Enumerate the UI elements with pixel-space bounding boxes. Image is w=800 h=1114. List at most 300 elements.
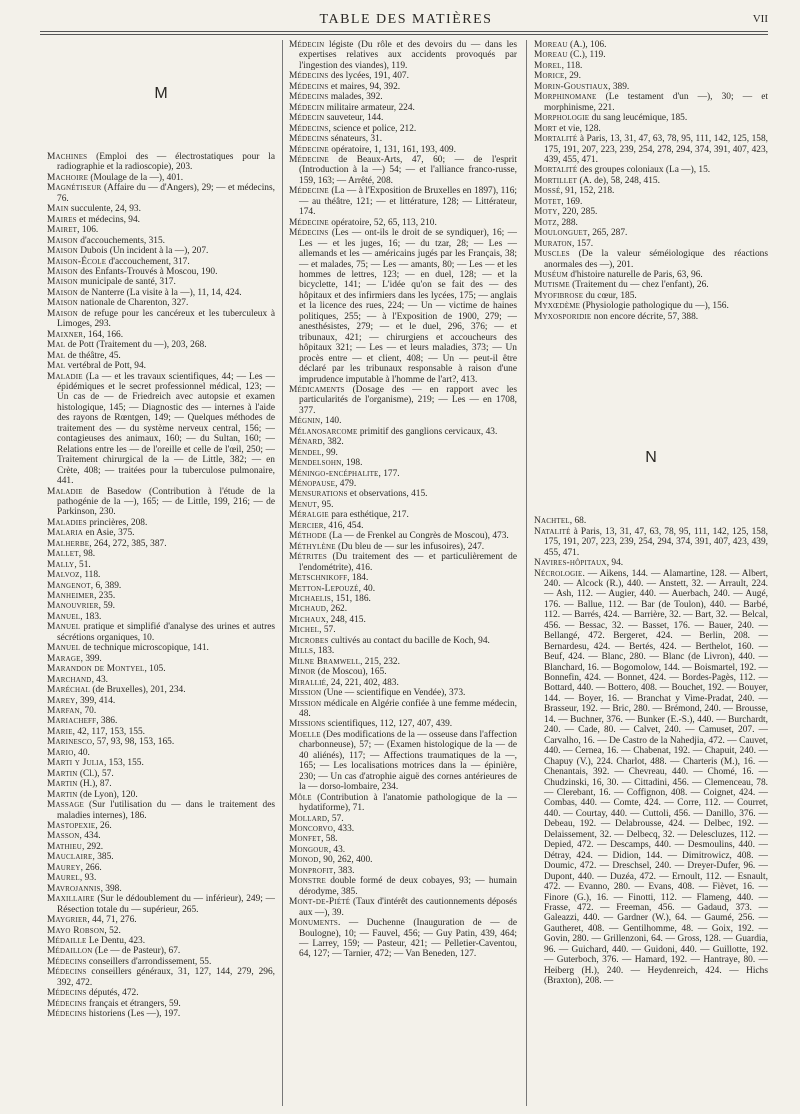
entry-references: et observations, 415. [347, 489, 428, 500]
entry-headword: Maison-École [47, 256, 107, 267]
entry-headword: Manouvrier [47, 601, 99, 612]
index-entry [289, 573, 517, 583]
index-entry [47, 215, 275, 225]
entry-headword: Mont-de-Piété [289, 897, 351, 908]
entry-headword: Médecins [289, 81, 329, 92]
index-entry [289, 155, 517, 186]
index-entry [47, 999, 275, 1009]
entry-headword: Mortillet [534, 175, 578, 186]
index-entry [47, 915, 275, 925]
index-entry [47, 288, 275, 298]
entry-headword: Mauclaire [47, 852, 93, 863]
entry-references: des Enfants-Trouvés à Moscou, 190. [77, 266, 218, 277]
entry-references: , 29. [564, 71, 581, 82]
index-entry [47, 685, 275, 695]
index-entry [289, 552, 517, 573]
index-entry [289, 186, 517, 217]
index-entry [47, 716, 275, 726]
index-entry [47, 340, 275, 350]
index-entry [534, 134, 768, 165]
index-entry [289, 92, 517, 102]
index-entry [47, 152, 275, 173]
entry-references: , 382. [322, 437, 344, 448]
index-entry [289, 448, 517, 458]
entry-references: , 43. [328, 844, 346, 855]
index-entry [47, 1009, 275, 1019]
index-entry [47, 936, 275, 946]
entry-references: , 40. [358, 583, 376, 594]
index-column-2 [289, 40, 517, 1108]
entry-references: du cœur, 185. [583, 290, 637, 301]
entry-references: et médecins, 94. [76, 214, 141, 225]
entry-references: , 68. [569, 516, 587, 527]
entry-headword: Môle [289, 792, 312, 803]
index-entry [47, 957, 275, 967]
entry-references: , 59. [98, 601, 115, 612]
index-entry [289, 699, 517, 720]
entry-references: , 57. [319, 625, 336, 636]
entry-references: , 24, 221, 402, 483. [326, 677, 399, 688]
index-entry [289, 134, 517, 144]
index-entry [289, 71, 517, 81]
index-entry [289, 625, 517, 635]
entry-headword: Métrites [289, 552, 327, 563]
entry-headword: Machines [47, 152, 88, 162]
index-entry [47, 706, 275, 716]
entry-headword: Manheimer [47, 591, 95, 602]
index-entry [289, 500, 517, 510]
entry-references: princières, 208. [86, 517, 148, 528]
entry-references: (Du traitement des — et particulièrement de l'endométrite), 416. [299, 552, 517, 573]
entry-references: , 151, 186. [331, 594, 371, 605]
index-entry [534, 50, 768, 60]
index-entry [47, 831, 275, 841]
entry-references: (Taux d'intérêt des cautionnements déposés aux —), 39. [299, 897, 517, 918]
entry-headword: Nécrologie [534, 568, 583, 579]
entry-list [289, 40, 517, 960]
entry-headword: Morin-Goustiaux [534, 81, 609, 92]
entry-headword: Monprofit [289, 865, 334, 876]
entry-headword: Mal [47, 350, 66, 361]
entry-references: scientifiques, 112, 127, 407, 439. [325, 719, 453, 730]
entry-references: de Nanterre (La visite à la —), 11, 14, 424. [77, 287, 242, 298]
entry-references: cultivés au contact du bacille de Koch, 94. [328, 635, 490, 646]
entry-headword: Mollard [289, 813, 328, 824]
entry-references: (La — de Frenkel au Congrès de Moscou), 473. [326, 531, 509, 542]
entry-headword: Mangenot [47, 580, 91, 591]
index-column-1 [47, 40, 275, 1108]
index-entry [47, 487, 275, 518]
index-entry [47, 298, 275, 308]
entry-headword: Mégnin [289, 416, 321, 427]
entry-headword: Médecin [289, 40, 325, 50]
entry-references: à Paris, 13, 31, 47, 63, 78, 95, 111, 142, 125, 158, 175, 191, 207, 223, 239, 254, 278, 294, 374, 391, 407, 423, 439, 455, 471. [544, 134, 768, 165]
entry-headword: Missions [289, 719, 326, 730]
entry-references: (La — et les travaux scientifiques, 44; — Les — épidémiques et le secret professionnel médical, 123; — Un cas de — de Friedreich avec autopsie et examen histologique, 145; — Diagnostic des — internes à l'aide des rayons de Rœntgen, 149; — Quelques méthodes de traitement des — du système nerveux central, 156; — contagieuses des animaux, 160; — du Sultan, 160; — Relations entre les — de l'oreille et celle de l'œil, 250; — Traitement chirurgical de la — de Little, 382; — en Crète, 408; — traitées pour la tuberculose pulmonaire, 441. [57, 371, 275, 487]
entry-references: , 386. [96, 716, 118, 727]
entry-headword: Maison [47, 298, 78, 309]
index-entry [289, 855, 517, 865]
entry-headword: Mortalité [534, 165, 578, 176]
index-entry [47, 800, 275, 821]
entry-references: légiste (Du rôle et des devoirs du — dans les expertises relatives aux accidents provoqués par l'ingestion des viandes), 119. [299, 40, 517, 71]
entry-headword: Marage [47, 653, 81, 664]
index-entry [47, 967, 275, 988]
index-entry [534, 165, 768, 175]
entry-headword: Manuel [47, 643, 81, 654]
index-entry [47, 612, 275, 622]
entry-references: d'accouchement, 317. [106, 256, 190, 267]
index-entry [534, 270, 768, 280]
entry-headword: Myofibrose [534, 290, 584, 301]
entry-headword: Mills [289, 646, 314, 657]
index-entry [289, 688, 517, 698]
index-entry [47, 173, 275, 183]
entry-headword: Myxosporidie [534, 311, 592, 322]
entry-headword: Moelle [289, 729, 321, 740]
index-entry [289, 228, 517, 385]
entry-references: (C.), 119. [567, 50, 606, 61]
index-entry [289, 845, 517, 855]
index-entry [47, 790, 275, 800]
entry-headword: Navires-hôpitaux [534, 558, 607, 569]
entry-headword: Médecine [289, 144, 329, 155]
entry-references: , 44, 71, 276. [87, 915, 137, 926]
index-entry [534, 197, 768, 207]
entry-references: à Paris, 13, 31, 47, 63, 78, 95, 111, 142, 125, 158, 175, 191, 207, 223, 239, 254, 294, 374, 391, 407, 423, 439, 455, 471. [544, 526, 768, 558]
entry-references: (Physiologie pathologique du —), 156. [580, 301, 729, 312]
index-entry [47, 361, 275, 371]
entry-references: , 215, 232. [360, 656, 400, 667]
entry-references: vertébral de Pott, 94. [65, 361, 146, 372]
entry-headword: Mathieu [47, 841, 83, 852]
index-entry [289, 646, 517, 656]
entry-headword: Mallet [47, 549, 79, 560]
entry-list [534, 40, 768, 322]
index-entry [534, 280, 768, 290]
index-entry [47, 696, 275, 706]
entry-references: , 105. [144, 664, 166, 675]
entry-references: de technique microscopique, 141. [80, 643, 209, 654]
entry-headword: Maurey [47, 862, 81, 873]
entry-headword: Médecins [47, 967, 87, 978]
header-rule-thin [40, 34, 768, 35]
entry-headword: Masson [47, 831, 80, 842]
index-entry [534, 312, 768, 322]
column-divider [282, 40, 283, 1106]
entry-references: , 40. [73, 747, 90, 758]
entry-headword: Mairet [47, 225, 78, 236]
entry-references: primitif des ganglions cervicaux, 43. [357, 426, 498, 437]
entry-headword: Maxillaire [47, 894, 95, 905]
entry-headword: Mayo Robson [47, 925, 105, 936]
index-entry [47, 591, 275, 601]
entry-references: , 398. [100, 883, 122, 894]
index-entry [289, 113, 517, 123]
index-entry [289, 510, 517, 520]
entry-references: , 264, 272, 385, 387. [89, 538, 167, 549]
entry-references: sénateurs, 31. [328, 134, 383, 145]
entry-references: double formé de deux cobayes, 93; — humain dérodyme, 385. [299, 876, 517, 897]
index-entry [289, 897, 517, 918]
entry-headword: Metton-Lepouzé [289, 583, 359, 594]
entry-headword: Mensurations [289, 489, 348, 500]
index-entry [534, 239, 768, 249]
entry-references: de refuge pour les cancéreux et les tuberculeux à Limoges, 293. [57, 308, 275, 330]
entry-references: (Les — ont-ils le droit de se syndiquer), 16; — Les — et les juges, 16; — du tzar, 28; — Les — allemands et les — américains jugés par les Français, 38; — et malades, 75; — Les — amants, 80; — Les — et les hommes de lettres, 123; — en duel, 128; — et la bicyclette, 141; — L'idée qu'on se fait des — des hôpitaux et des infirmiers dans les lycées, 175; — anglais et la licence des rues, 224; — Un — victime de haines politiques, 255; — à l'Exposition de 1900, 279; — anesthésistes, 279; — et le duel, 296, 376; — et tribunaux, 421; — chirurgiens et accoucheurs des hôpitaux 321; — Les — et leurs maladies, 373; — Un procès entre — et client, 408; — Un — peut-il être déclaré par les tribunaux responsable à raison d'une imprudence imputable à l'homme de l'art?, 413. [299, 228, 517, 385]
entry-headword: Maladie [47, 371, 83, 382]
index-entry [47, 821, 275, 831]
entry-headword: Médecine [289, 154, 329, 165]
index-entry [289, 489, 517, 499]
entry-references: des groupes coloniaux (La —), 15. [577, 165, 711, 176]
entry-references: (A.), 106. [567, 40, 607, 50]
index-entry [289, 531, 517, 541]
index-entry [534, 218, 768, 228]
entry-references: succulente, 24, 93. [68, 204, 141, 215]
entry-references: militaire armateur, 224. [324, 102, 415, 113]
entry-references: d'histoire naturelle de Paris, 63, 96. [568, 269, 703, 280]
entry-references: , 198. [341, 458, 363, 469]
entry-references: nationale de Charenton, 327. [77, 298, 189, 309]
index-entry [47, 309, 275, 330]
index-entry [534, 228, 768, 238]
entry-references: (Dosage des — en rapport avec les particularités de l'organisme), 219; — Les — en 1708, 377. [299, 384, 517, 416]
entry-headword: Mortalité [534, 134, 578, 145]
entry-headword: Médecins [289, 123, 329, 134]
entry-references: (Moulage de la —), 401. [88, 172, 184, 183]
index-entry [534, 207, 768, 217]
entry-headword: Marfan [47, 706, 80, 717]
entry-references: (Sur le dédoublement du — inférieur), 249; — Résection totale du — supérieur, 265. [57, 894, 275, 915]
entry-references: conseillers généraux, 31, 127, 144, 279, 296, 392, 472. [57, 967, 275, 988]
entry-references: , 385. [92, 852, 114, 863]
entry-references: , 99. [321, 447, 338, 458]
entry-headword: Mal [47, 340, 66, 351]
entry-headword: Monod [289, 855, 319, 866]
entry-references: , 183. [80, 611, 102, 622]
index-entry [534, 92, 768, 113]
entry-references: (Le — de Pasteur), 67. [92, 946, 181, 957]
entry-references: de Pott (Traitement du —), 203, 268. [65, 340, 207, 351]
entry-headword: Maygrier [47, 915, 88, 926]
entry-references: non encore décrite, 57, 388. [591, 311, 699, 322]
entry-references: , 98. [78, 549, 96, 560]
index-entry [47, 737, 275, 747]
entry-references: municipale de santé, 317. [77, 277, 176, 288]
entry-headword: Martin [47, 768, 78, 779]
entry-references: , 58. [321, 834, 338, 845]
index-entry [47, 204, 275, 214]
entry-headword: Mongour [289, 844, 329, 855]
index-entry [534, 186, 768, 196]
index-entry [289, 866, 517, 876]
entry-references: , 383. [333, 865, 355, 876]
index-entry [289, 40, 517, 71]
entry-references: , 106. [77, 225, 99, 236]
index-entry [289, 814, 517, 824]
entry-references: , 70. [79, 706, 97, 717]
page-header [40, 10, 772, 32]
entry-references: , 399. [80, 653, 102, 664]
running-title: TABLE DES MATIÈRES [319, 12, 493, 27]
entry-headword: Médecins [289, 228, 329, 239]
entry-references: , 177. [378, 468, 400, 479]
index-entry [289, 636, 517, 646]
index-entry [47, 852, 275, 862]
entry-references: (Affaire du — d'Angers), 29; — et médecins, 76. [57, 183, 275, 204]
entry-references: , 52. [104, 925, 121, 936]
index-entry [289, 657, 517, 667]
index-entry [47, 246, 275, 256]
entry-references: , 43. [91, 674, 108, 685]
index-entry [289, 824, 517, 834]
entry-references: , 220, 285. [557, 207, 598, 218]
entry-references: (Du bleu de — sur les infusoires), 247. [335, 541, 485, 552]
index-entry [47, 267, 275, 277]
entry-headword: Mélanosarcome [289, 426, 358, 437]
index-entry [289, 730, 517, 793]
index-entry [289, 876, 517, 897]
entry-references: Le Dentu, 423. [86, 935, 146, 946]
entry-references: (de Bruxelles), 201, 234. [90, 685, 186, 696]
index-entry [534, 249, 768, 270]
entry-headword: Moreau [534, 40, 568, 50]
entry-headword: Malaria [47, 528, 84, 539]
index-entry [289, 604, 517, 614]
index-entry [534, 71, 768, 81]
entry-headword: Manuel [47, 611, 81, 622]
index-entry [289, 385, 517, 416]
entry-references: , 416, 454. [323, 520, 364, 531]
entry-references: (de Moscou), 165. [315, 667, 387, 678]
entry-references: , 93. [79, 873, 97, 884]
entry-references: , 157. [572, 238, 594, 249]
entry-headword: Morice [534, 71, 565, 82]
entry-headword: Michaux [289, 614, 326, 625]
index-entry [47, 664, 275, 674]
entry-references: (Le testament d'un —), 30; — et morphinisme, 221. [544, 92, 768, 113]
section-letter-n: N [645, 449, 657, 467]
entry-headword: Michaelis [289, 594, 332, 605]
entry-references: (Traitement du — chez l'enfant), 26. [569, 280, 709, 291]
page-number: VII [752, 13, 768, 25]
entry-headword: Mission [289, 688, 322, 699]
entry-headword: Magnétiseur [47, 183, 102, 194]
entry-headword: Marchand [47, 674, 92, 685]
entry-headword: Maréchal [47, 685, 90, 696]
entry-headword: Metschnikoff [289, 573, 348, 584]
index-entry [47, 622, 275, 643]
entry-references: , 265, 287. [587, 228, 628, 239]
entry-headword: Main [47, 204, 69, 215]
entry-references: (Contribution à l'anatomie pathologique de la — hydatiforme), 71. [299, 792, 517, 814]
entry-headword: Muraton [534, 238, 572, 249]
entry-references: , 118. [561, 60, 583, 71]
index-entry [534, 516, 768, 526]
index-entry [289, 427, 517, 437]
entry-headword: Nachtel [534, 516, 570, 527]
index-entry [47, 842, 275, 852]
index-entry [47, 570, 275, 580]
index-entry [289, 678, 517, 688]
entry-headword: Malvoz [47, 570, 80, 581]
entry-references: , 91, 152, 218. [560, 186, 615, 197]
entry-references: , 266. [80, 862, 102, 873]
entry-references: , 235. [94, 591, 116, 602]
entry-references: , 183. [313, 646, 335, 657]
entry-headword: Médecine [289, 217, 329, 228]
entry-references: pratique et simplifié d'analyse des urines et autres sécrétions organiques, 10. [57, 622, 275, 643]
entry-headword: Médecins [47, 1009, 87, 1020]
entry-headword: Mutisme [534, 280, 570, 291]
entry-headword: Mastopexie [47, 821, 96, 831]
entry-headword: Moty [534, 207, 558, 218]
entry-headword: Minor [289, 667, 316, 678]
index-entry [289, 82, 517, 92]
entry-headword: Michel [289, 625, 320, 636]
entry-references: Dubois (Un incident à la —), 207. [77, 246, 209, 257]
entry-headword: Monstre [289, 876, 326, 887]
entry-headword: Muscles [534, 249, 570, 260]
entry-headword: Mort [534, 123, 557, 134]
entry-references: , 6, 389. [90, 580, 122, 591]
index-entry [47, 225, 275, 235]
entry-references: opératoire, 52, 65, 113, 210. [328, 217, 437, 228]
entry-references: , 90, 262, 400. [318, 855, 373, 866]
index-entry [534, 291, 768, 301]
entry-references: , 262. [325, 604, 348, 615]
index-entry [289, 918, 517, 960]
index-entry [47, 351, 275, 361]
entry-headword: Microbes [289, 635, 329, 646]
entry-headword: Muséum [534, 269, 569, 280]
entry-headword: Méralgie [289, 510, 329, 521]
index-entry [289, 834, 517, 844]
entry-headword: Malherbe [47, 538, 90, 549]
index-entry [289, 458, 517, 468]
entry-references: . — Duchenne (Inauguration de — de Boulogne), 10; — Fauvel, 456; — Guy Patin, 439, 464; — Larrey, 159; — Pasteur, 421; — Pelletier-Caventou, 64, 127; — Tarnier, 472; — Van Beneden, 127. [299, 918, 517, 960]
entry-headword: Mavrojannis [47, 883, 101, 894]
entry-headword: Milne Bramwell [289, 656, 361, 667]
entry-headword: Machoire [47, 172, 89, 183]
index-entry [289, 594, 517, 604]
entry-headword: Maixner [47, 329, 84, 340]
index-entry [47, 643, 275, 653]
entry-headword: Michaud [289, 604, 326, 615]
entry-references: et vie, 128. [556, 123, 601, 134]
entry-references: , 57, 93, 98, 153, 165. [92, 737, 175, 748]
entry-list [47, 152, 275, 1020]
entry-references: de Basedow (Contribution à l'étude de la pathogénie de la —), 165; — de Little, 199, 216; — de Parkinson, 230. [57, 486, 275, 518]
entry-references: , 153, 155. [103, 758, 144, 769]
entry-references: (de Lyon), 120. [77, 789, 138, 800]
entry-headword: Mossé [534, 186, 561, 197]
entry-references: , 118. [79, 570, 101, 581]
entry-references: députés, 472. [86, 988, 139, 999]
entry-references: , 288. [556, 217, 578, 228]
entry-references: , 26. [95, 821, 112, 831]
entry-headword: Méthode [289, 531, 327, 542]
index-entry [289, 584, 517, 594]
index-entry [534, 558, 768, 568]
index-entry [47, 988, 275, 998]
index-entry [534, 176, 768, 186]
index-entry [289, 615, 517, 625]
entry-references: , 184. [347, 573, 369, 584]
entry-headword: Marey [47, 695, 76, 706]
index-entry [289, 416, 517, 426]
